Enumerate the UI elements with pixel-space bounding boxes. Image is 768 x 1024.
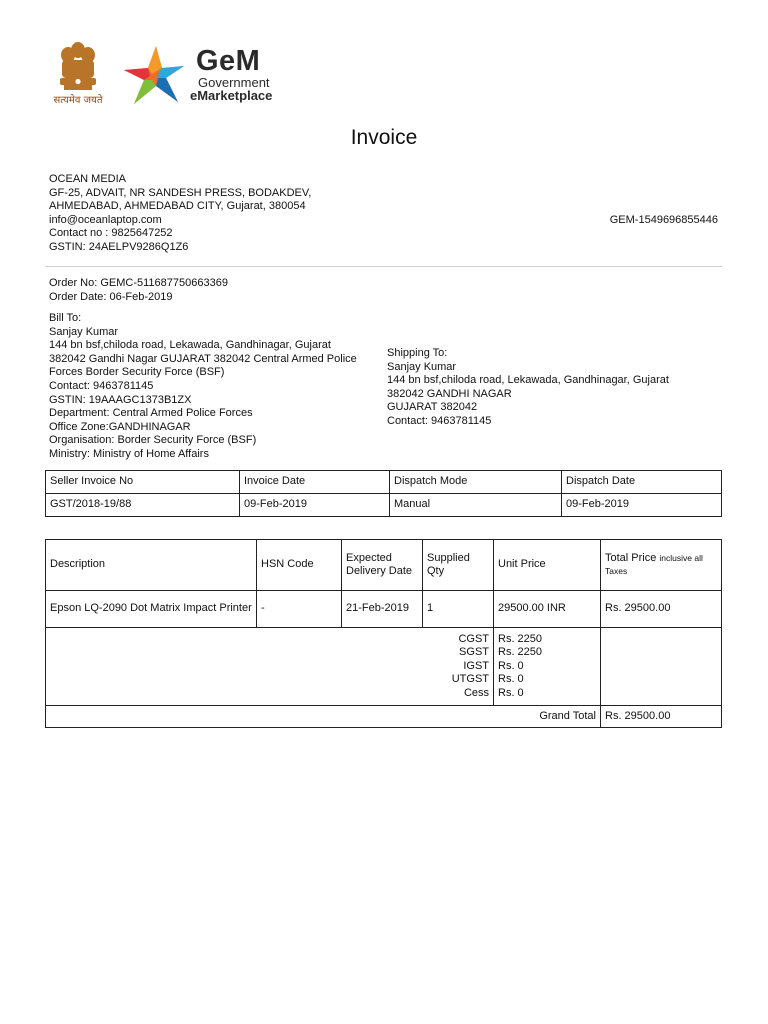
invoice-title: Invoice (350, 126, 418, 149)
tax-value-cgst: Rs. 2250 (498, 632, 543, 645)
grand-total-value: Rs. 29500.00 (601, 706, 722, 728)
emblem-motto: सत्यमेव जयते (53, 95, 103, 106)
total-price-note: inclusive all Taxes (605, 552, 703, 576)
seller-email: info@oceanlaptop.com (49, 213, 162, 226)
bill-to-gstin: GSTIN: 19AAAGC1373B1ZX (49, 393, 192, 406)
item-description: Epson LQ-2090 Dot Matrix Impact Printer (46, 591, 257, 628)
header-supplied-qty: Supplied Qty (423, 540, 494, 591)
tax-label-cess: Cess (463, 686, 489, 699)
header-unit-price: Unit Price (494, 540, 601, 591)
gem-logo (122, 44, 186, 108)
tax-value-igst: Rs. 0 (498, 659, 524, 672)
ship-to-address-1: 144 bn bsf,chiloda road, Lekawada, Gandhinagar, Gujarat (387, 374, 669, 387)
ship-to-contact: Contact: 9463781145 (387, 414, 492, 427)
items-table (45, 539, 722, 728)
tax-values-cell (494, 628, 601, 706)
gem-title: GeM (196, 45, 261, 77)
item-supplied-qty: 1 (423, 591, 494, 628)
header-invoice-date: Invoice Date (240, 471, 390, 494)
tax-row (46, 628, 722, 706)
gem-id: GEM-1549696855446 (609, 214, 718, 226)
bill-to-block (49, 312, 384, 462)
gem-wordmark (190, 45, 273, 103)
dispatch-data-row (46, 494, 722, 517)
bill-to-contact: Contact: 9463781145 (49, 379, 154, 392)
tax-value-sgst: Rs. 2250 (498, 646, 543, 659)
grand-total-label: Grand Total (46, 706, 601, 728)
items-header-row (46, 540, 722, 591)
tax-value-cess: Rs. 0 (498, 686, 524, 699)
tax-label-sgst: SGST (459, 646, 489, 659)
gem-star-icon (122, 44, 186, 108)
header-description: Description (46, 540, 257, 591)
seller-address-2: AHMEDABAD, AHMEDABAD CITY, Gujarat, 380054 (49, 200, 306, 213)
bill-to-organisation: Organisation: Border Security Force (BSF) (49, 434, 257, 447)
ship-to-heading: Shipping To: (387, 347, 448, 359)
seller-name: OCEAN MEDIA (49, 173, 127, 185)
header-dispatch-mode: Dispatch Mode (390, 471, 562, 494)
seller-gstin: GSTIN: 24AELPV9286Q1Z6 (49, 240, 189, 253)
gem-subtitle: Government (198, 75, 270, 90)
header-expected-delivery-date: Expected Delivery Date (342, 540, 423, 591)
seller-invoice-no: GST/2018-19/88 (46, 494, 240, 517)
dispatch-table (45, 470, 722, 517)
header-dispatch-date: Dispatch Date (562, 471, 722, 494)
item-total-price: Rs. 29500.00 (601, 591, 722, 628)
bill-to-department: Department: Central Armed Police Forces (49, 407, 253, 420)
dispatch-header-row (46, 471, 722, 494)
bill-to-address-3: Forces Border Security Force (BSF) (49, 366, 225, 379)
ship-to-address-2: 382042 GANDHI NAGAR (387, 387, 512, 400)
tax-label-utgst: UTGST (451, 673, 489, 686)
order-block (49, 277, 228, 304)
order-no: Order No: GEMC-511687750663369 (49, 277, 228, 289)
ship-to-name: Sanjay Kumar (387, 360, 457, 373)
bill-to-office-zone: Office Zone:GANDHINAGAR (49, 420, 191, 433)
item-expected-date: 21-Feb-2019 (342, 591, 423, 628)
header-seller-invoice-no: Seller Invoice No (46, 471, 240, 494)
bill-to-address-2: 382042 Gandhi Nagar GUJARAT 382042 Central Armed Police (49, 352, 357, 365)
dispatch-mode: Manual (390, 494, 562, 517)
dispatch-date: 09-Feb-2019 (562, 494, 722, 517)
grand-total-row (46, 706, 722, 728)
header-hsn-code: HSN Code (257, 540, 342, 591)
tax-label-igst: IGST (463, 659, 489, 672)
tax-value-utgst: Rs. 0 (498, 673, 524, 686)
order-date: Order Date: 06-Feb-2019 (49, 290, 173, 303)
invoice-date: 09-Feb-2019 (240, 494, 390, 517)
bill-to-ministry: Ministry: Ministry of Home Affairs (49, 447, 209, 460)
tax-empty-cell (601, 628, 722, 706)
ship-to-address-3: GUJARAT 382042 (387, 401, 478, 414)
total-price-label: Total Price (605, 551, 657, 564)
seller-block (49, 173, 311, 255)
tax-label-cgst: CGST (458, 632, 489, 645)
emblem-logo (44, 38, 112, 110)
seller-address-1: GF-25, ADVAIT, NR SANDESH PRESS, BODAKDEV, (49, 186, 312, 199)
item-unit-price: 29500.00 INR (494, 591, 601, 628)
seller-contact: Contact no : 9825647252 (49, 227, 173, 240)
bill-to-address-1: 144 bn bsf,chiloda road, Lekawada, Gandhinagar, Gujarat (49, 339, 331, 352)
item-row (46, 591, 722, 628)
item-hsn-code: - (257, 591, 342, 628)
divider (45, 266, 722, 267)
gem-tagline: eMarketplace (190, 88, 273, 103)
shipping-to-block (387, 347, 717, 429)
header-total-price (601, 540, 722, 591)
bill-to-heading: Bill To: (49, 312, 82, 324)
tax-labels-cell (46, 628, 494, 706)
bill-to-name: Sanjay Kumar (49, 325, 119, 338)
